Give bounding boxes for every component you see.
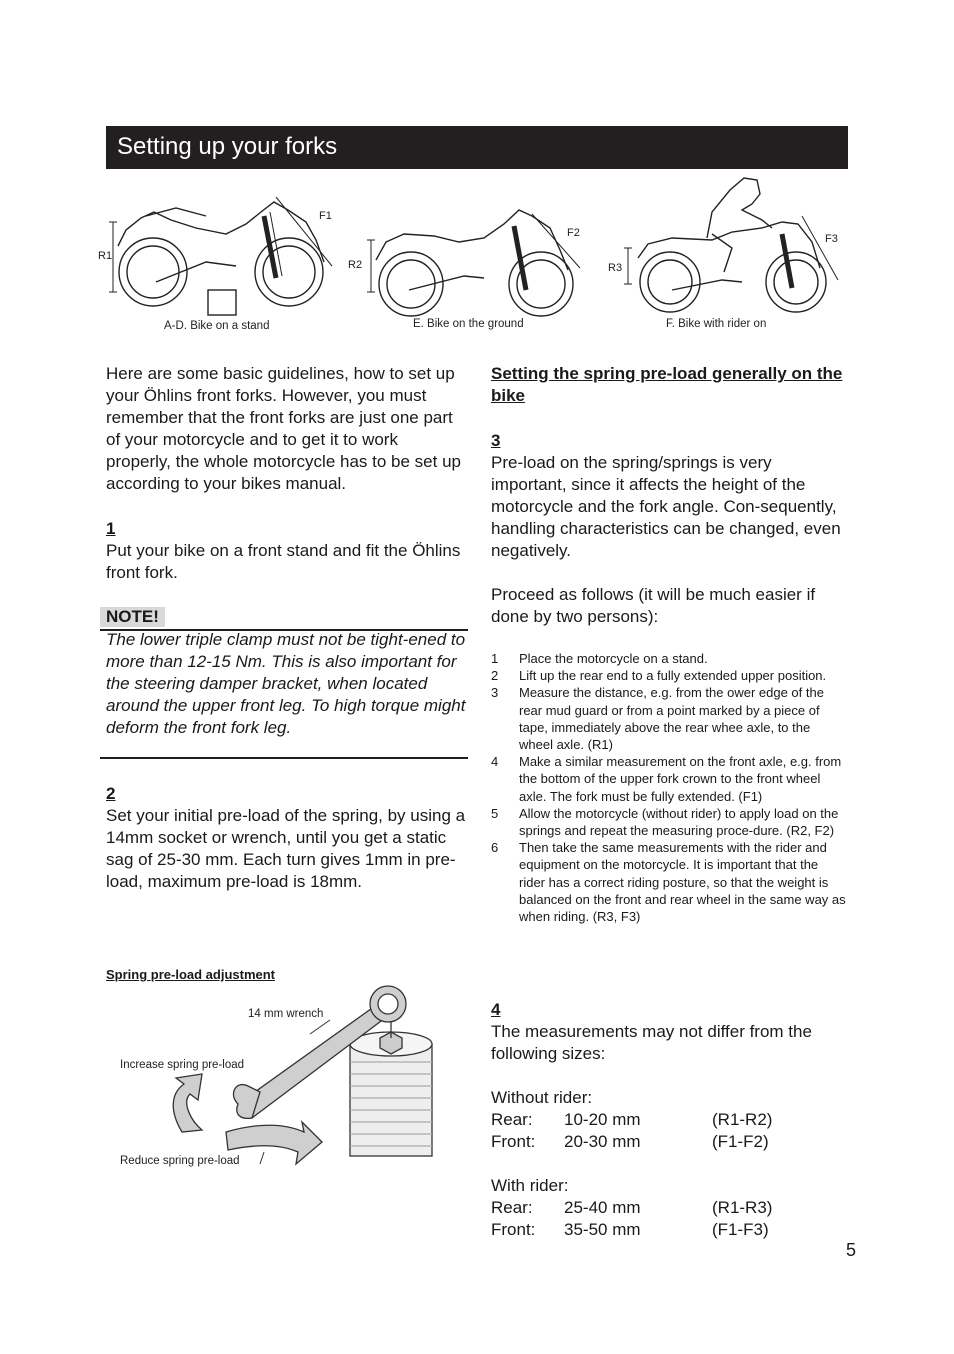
- step-number: 1: [491, 651, 499, 666]
- list-item: [491, 805, 847, 839]
- table-row: [491, 1131, 851, 1153]
- row-label: Rear:: [491, 1110, 533, 1129]
- row-label: Front:: [491, 1132, 536, 1151]
- section-3-text: Pre-load on the spring/springs is very important, since it affects the height of the motorcycle and the fork angle. Con-sequently, handling characteristics can be changed, even negatively.: [491, 453, 841, 560]
- motorcycle-illustrations: [96, 172, 848, 337]
- reduce-preload-label: Reduce spring pre-load: [120, 1155, 240, 1167]
- title-banner: [106, 126, 848, 169]
- list-item: [491, 684, 847, 753]
- section-4-number: 4: [491, 1000, 501, 1019]
- bike-on-stand-illustration: [109, 197, 332, 315]
- row-value: 25-40 mm: [564, 1198, 641, 1217]
- list-item: [491, 753, 847, 805]
- list-item: [491, 650, 847, 667]
- steps-list: [491, 650, 847, 925]
- wrench-figure: [110, 982, 450, 1172]
- figure-label-r2: R2: [348, 259, 363, 271]
- row-ref: (R1-R2): [712, 1110, 773, 1129]
- step-number: 3: [491, 685, 499, 701]
- without-rider-table: [491, 1087, 851, 1153]
- bike-on-ground-illustration: [367, 210, 580, 316]
- row-label: Rear:: [491, 1198, 533, 1217]
- without-rider-heading: Without rider:: [491, 1088, 593, 1107]
- note-header: [100, 604, 468, 631]
- with-rider-table: [491, 1175, 851, 1241]
- figure-label-f3: F3: [825, 233, 838, 245]
- bike-with-rider-illustration: [624, 178, 838, 312]
- figure-label-r1: R1: [98, 250, 113, 262]
- increase-arrow: [173, 1074, 202, 1132]
- step-text: Measure the distance, e.g. from the ower edge of the rear mud guard or from a point marked by a piece of tape, immediately above the rear whee axle, to the wheel axle. (R1): [519, 685, 824, 753]
- section-2-number: 2: [106, 784, 116, 803]
- section-1-text: Put your bike on a front stand and fit the Öhlins front fork.: [106, 541, 461, 582]
- row-value: 35-50 mm: [564, 1220, 641, 1239]
- list-item: [491, 839, 847, 925]
- figure-label-f2: F2: [567, 227, 580, 239]
- step-number: 5: [491, 805, 499, 821]
- increase-preload-label: Increase spring pre-load: [120, 1059, 245, 1071]
- row-ref: (F1-F2): [712, 1132, 769, 1151]
- step-number: 2: [491, 668, 499, 684]
- step-text: Make a similar measurement on the front axle, e.g. from the bottom of the upper fork crown to the front wheel axle. The fork must be fully extended. (F1): [519, 754, 842, 804]
- proceed-paragraph: Proceed as follows (it will be much easier if done by two persons):: [491, 585, 816, 626]
- section-1-number: 1: [106, 519, 116, 538]
- section-3: [491, 430, 851, 562]
- section-1: [106, 518, 466, 584]
- with-rider-heading: With rider:: [491, 1176, 569, 1195]
- section-3-number: 3: [491, 431, 501, 450]
- section-4-text: The measurements may not differ from the following sizes:: [491, 1022, 812, 1063]
- row-label: Front:: [491, 1220, 536, 1239]
- note-label: NOTE!: [100, 607, 165, 627]
- section-2-text: Set your initial pre-load of the spring, by using a 14mm socket or wrench, until you get a static sag of 25-30 mm. Each turn gives 1mm in pre-load, maximum pre-load is 18mm.: [106, 806, 466, 891]
- spring-figure-title: Spring pre-load adjustment: [106, 967, 276, 982]
- note-divider: [100, 757, 468, 759]
- page-number: 5: [846, 1240, 857, 1260]
- figure-caption-a-d: A-D. Bike on a stand: [164, 320, 270, 332]
- intro-paragraph: Here are some basic guidelines, how to set up your Öhlins front forks. However, you must remember that the front forks are just one part of your motorcycle and to get it to work properly, the whole motorcycle has to be set up according to your bikes manual.: [106, 364, 461, 493]
- figure-label-r3: R3: [608, 262, 623, 274]
- section-2: [106, 783, 466, 893]
- step-text: Allow the motorcycle (without rider) to apply load on the springs and repeat the measuring proce-dure. (R2, F2): [519, 805, 839, 839]
- row-value: 20-30 mm: [564, 1132, 641, 1151]
- note-text: The lower triple clamp must not be tight-ened to more than 12-15 Nm. This is also important for the steering damper bracket, when located around the upper front leg. To high torque might deform the front fork leg.: [106, 630, 466, 737]
- figure-label-f1: F1: [319, 210, 332, 222]
- step-text: Then take the same measurements with the rider and equipment on the motorcycle. It is important that the rider has a correct riding posture, so that the weight is balanced on the front and rear wheel in the same way as when riding. (R3, F3): [519, 840, 846, 925]
- row-ref: (R1-R3): [712, 1198, 773, 1217]
- section-4: [491, 999, 851, 1065]
- list-item: [491, 667, 847, 684]
- step-number: 4: [491, 754, 499, 770]
- figure-caption-e: E. Bike on the ground: [413, 318, 524, 330]
- step-text: Place the motorcycle on a stand.: [519, 651, 708, 666]
- page-title: Setting up your forks: [117, 133, 338, 160]
- table-row: [491, 1109, 851, 1131]
- table-row: [491, 1197, 851, 1219]
- row-ref: (F1-F3): [712, 1220, 769, 1239]
- step-text: Lift up the rear end to a fully extended upper position.: [519, 668, 827, 684]
- step-number: 6: [491, 840, 499, 856]
- row-value: 10-20 mm: [564, 1110, 641, 1129]
- table-row: [491, 1219, 851, 1241]
- reduce-arrow: [226, 1122, 322, 1164]
- right-heading: Setting the spring pre-load generally on the bike: [491, 364, 843, 405]
- figure-caption-f: F. Bike with rider on: [666, 318, 767, 330]
- motorcycle-figures: [96, 172, 848, 337]
- wrench-label: 14 mm wrench: [248, 1008, 324, 1020]
